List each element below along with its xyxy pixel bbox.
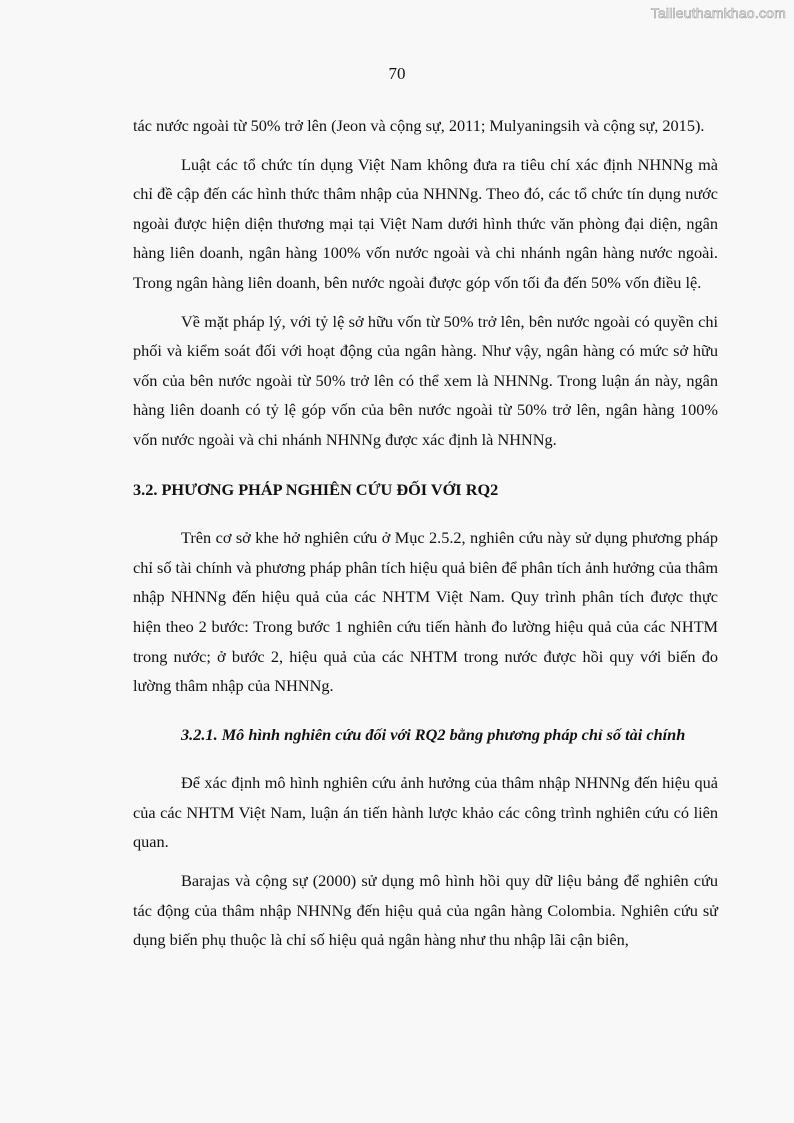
- document-body: [133, 111, 718, 955]
- section-heading-3-2: 3.2. PHƯƠNG PHÁP NGHIÊN CỨU ĐỐI VỚI RQ2: [133, 479, 499, 499]
- paragraph-legal-ownership: Về mặt pháp lý, với tỷ lệ sở hữu vốn từ 50% trở lên, bên nước ngoài có quyền chi phối và kiểm soát đối với hoạt động của ngân hàng. Như vậy, ngân hàng có mức sở hữu vốn của bên nước ngoài từ 50% trở lên có thể xem là NHNNg. Trong luận án này, ngân hàng liên doanh có tỷ lệ góp vốn của bên nước ngoài từ 50% trở lên, ngân hàng 100% vốn nước ngoài và chi nhánh NHNNg được xác định là NHNNg.: [133, 311, 718, 449]
- paragraph-model-review: Để xác định mô hình nghiên cứu ảnh hưởng của thâm nhập NHNNg đến hiệu quả của các NHTM Việt Nam, luận án tiến hành lược khảo các công trình nghiên cứu có liên quan.: [133, 773, 718, 852]
- subsection-heading-3-2-1: 3.2.1. Mô hình nghiên cứu đối với RQ2 bằng phương pháp chỉ số tài chính: [181, 724, 686, 744]
- watermark-text: Tailieuthamkhao.com: [650, 5, 786, 21]
- paragraph-barajas-study: Barajas và cộng sự (2000) sử dụng mô hình hồi quy dữ liệu bảng để nghiên cứu tác động của thâm nhập NHNNg đến hiệu quả của ngân hàng Colombia. Nghiên cứu sử dụng biến phụ thuộc là chỉ số hiệu quả ngân hàng như thu nhập lãi cận biên,: [133, 871, 718, 950]
- page-number: 70: [388, 64, 406, 83]
- paragraph-credit-institutions-law: Luật các tổ chức tín dụng Việt Nam không đưa ra tiêu chí xác định NHNNg mà chỉ đề cập đến các hình thức thâm nhập của NHNNg. Theo đó, các tổ chức tín dụng nước ngoài được hiện diện thương mại tại Việt Nam dưới hình thức văn phòng đại diện, ngân hàng liên doanh, ngân hàng 100% vốn nước ngoài và chi nhánh ngân hàng nước ngoài. Trong ngân hàng liên doanh, bên nước ngoài được góp vốn tối đa đến 50% vốn điều lệ.: [133, 154, 718, 292]
- paragraph-continuation: tác nước ngoài từ 50% trở lên (Jeon và cộng sự, 2011; Mulyaningsih và cộng sự, 2015).: [133, 116, 705, 135]
- paragraph-research-method: Trên cơ sở khe hở nghiên cứu ở Mục 2.5.2, nghiên cứu này sử dụng phương pháp chỉ số tài chính và phương pháp phân tích hiệu quả biên để phân tích ảnh hưởng của thâm nhập NHNNg đến hiệu quả của các NHTM Việt Nam. Quy trình phân tích được thực hiện theo 2 bước: Trong bước 1 nghiên cứu tiến hành đo lường hiệu quả của các NHTM trong nước; ở bước 2, hiệu quả của các NHTM trong nước được hồi quy với biến đo lường thâm nhập của NHNNg.: [133, 528, 718, 696]
